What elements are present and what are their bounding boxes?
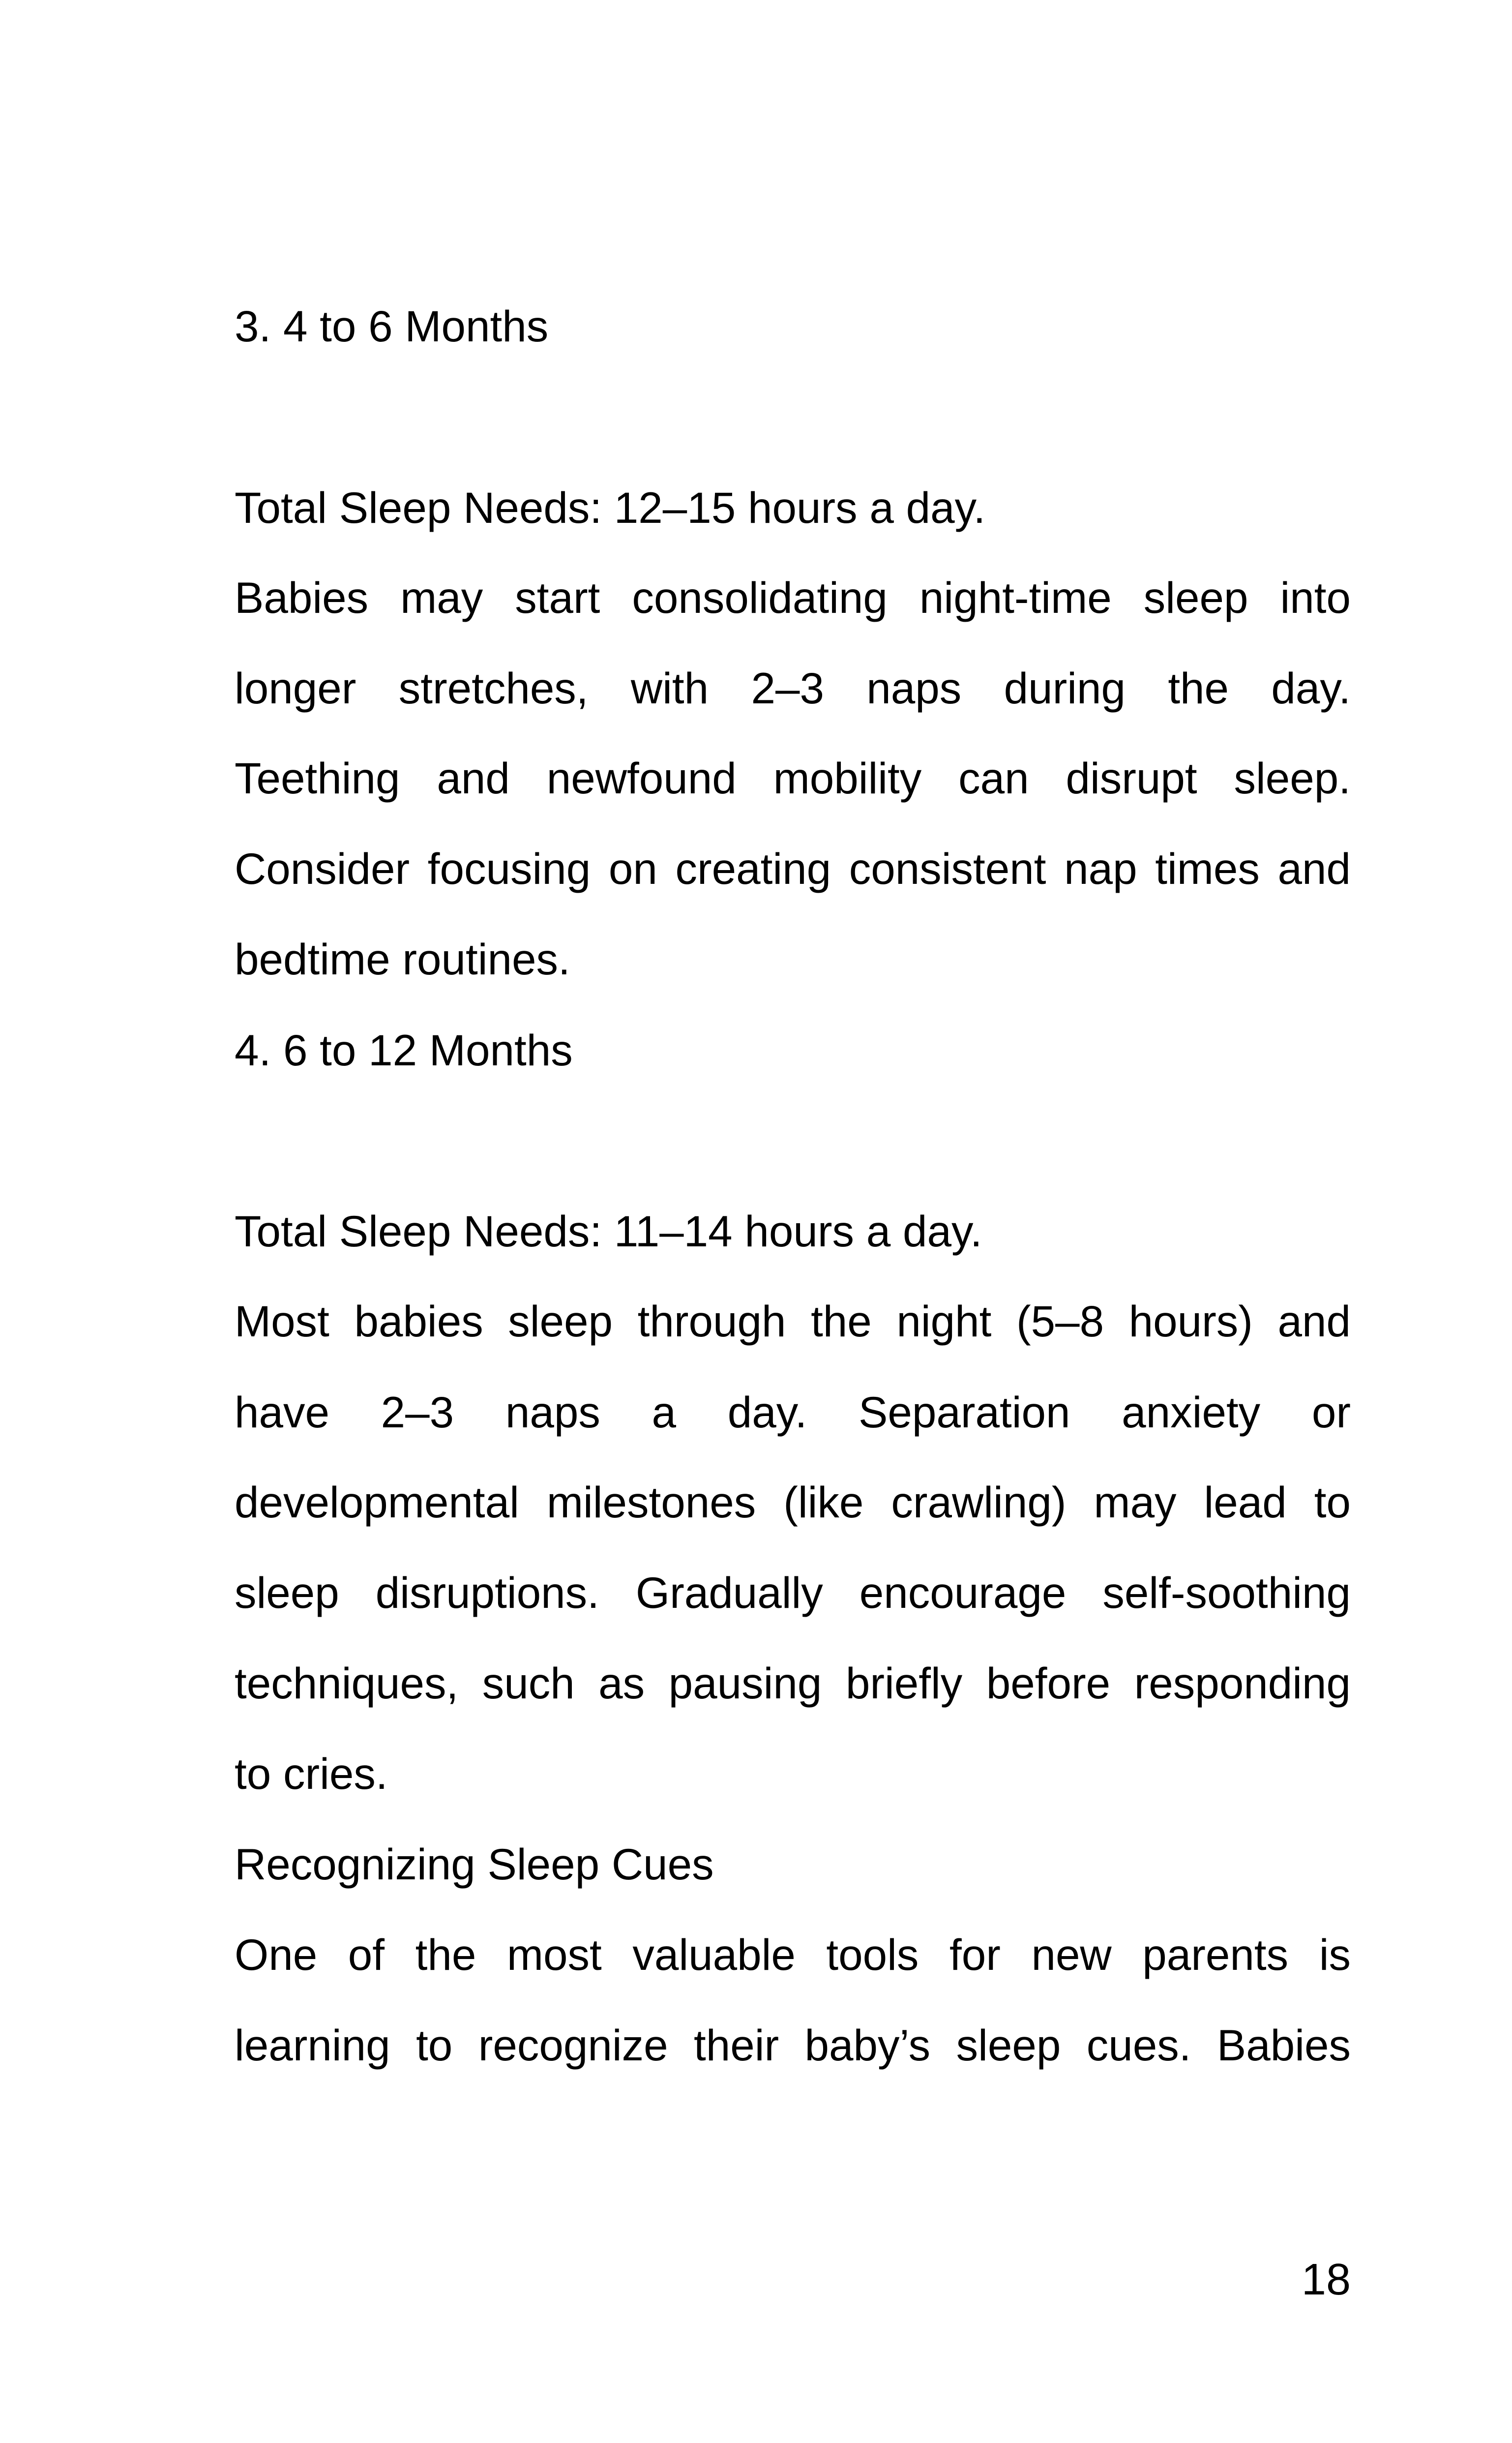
sleep-needs-6-to-12-months: Total Sleep Needs: 11–14 hours a day. — [235, 1206, 982, 1256]
paragraph-line: techniques, such as pausing briefly before responding — [235, 1659, 1351, 1708]
paragraph-line: to cries. — [235, 1749, 388, 1798]
section-heading-4-to-6-months: 3. 4 to 6 Months — [235, 302, 549, 351]
paragraph-line: Teething and newfound mobility can disrupt sleep. — [235, 754, 1351, 803]
paragraph-line: Babies may start consolidating night-time sleep into — [235, 573, 1351, 622]
paragraph-line: Most babies sleep through the night (5–8 hours) and — [235, 1297, 1351, 1346]
paragraph-line: bedtime routines. — [235, 935, 570, 984]
paragraph-line: learning to recognize their baby’s sleep cues. Babies — [235, 2021, 1351, 2070]
paragraph-line: have 2–3 naps a day. Separation anxiety or — [235, 1387, 1351, 1437]
section-heading-sleep-cues: Recognizing Sleep Cues — [235, 1840, 714, 1889]
paragraph-line: longer stretches, with 2–3 naps during the day. — [235, 664, 1351, 713]
section-heading-6-to-12-months: 4. 6 to 12 Months — [235, 1025, 573, 1075]
paragraph-line: sleep disruptions. Gradually encourage self-soothing — [235, 1568, 1351, 1617]
paragraph-line: One of the most valuable tools for new parents is — [235, 1930, 1351, 1979]
sleep-needs-4-to-6-months: Total Sleep Needs: 12–15 hours a day. — [235, 483, 986, 532]
paragraph-line: developmental milestones (like crawling) may lead to — [235, 1478, 1351, 1527]
paragraph-line: Consider focusing on creating consistent nap times and — [235, 844, 1351, 893]
page-number: 18 — [1301, 2255, 1351, 2304]
